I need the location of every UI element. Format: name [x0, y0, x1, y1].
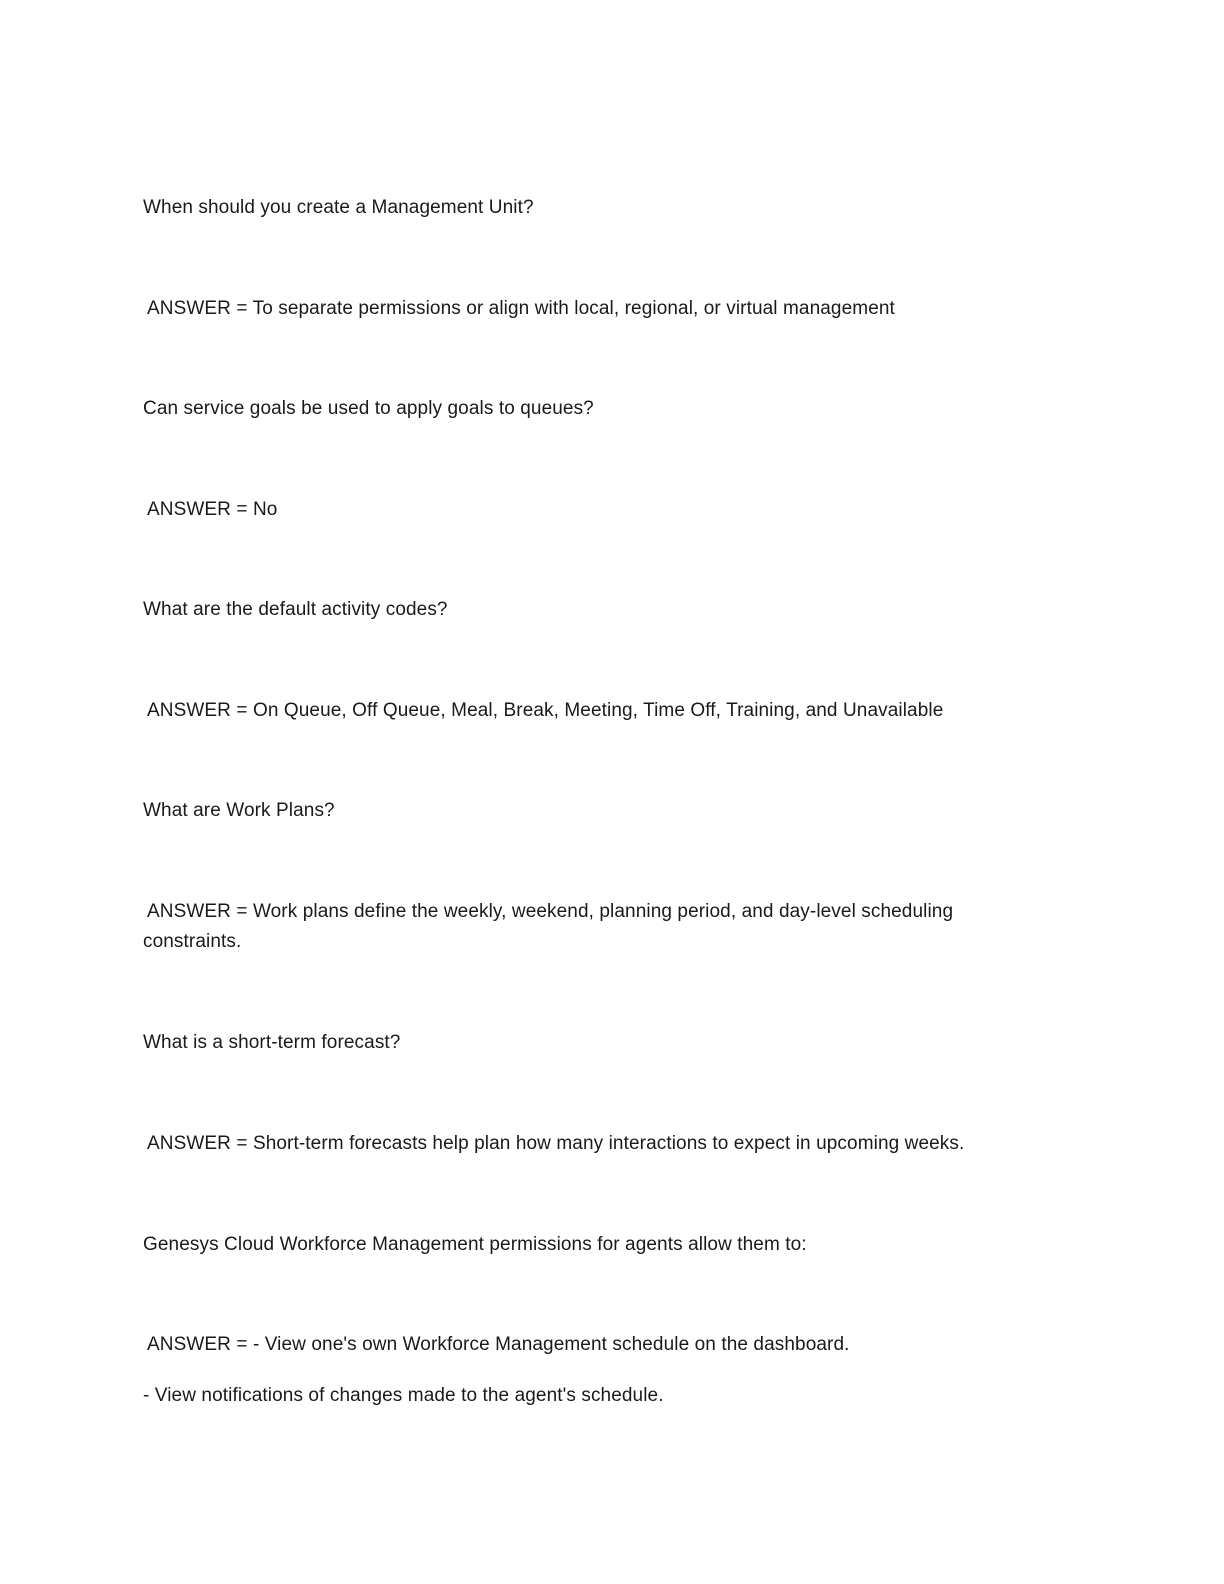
answer-4-continued: constraints. — [143, 931, 242, 952]
question-3: What are the default activity codes? — [143, 599, 448, 620]
answer-5: ANSWER = Short-term forecasts help plan how many interactions to expect in upcoming weeks. — [147, 1133, 965, 1154]
answer-6: ANSWER = - View one's own Workforce Management schedule on the dashboard. — [147, 1334, 850, 1355]
question-5: What is a short-term forecast? — [143, 1032, 401, 1053]
answer-1: ANSWER = To separate permissions or align with local, regional, or virtual management — [147, 298, 895, 319]
question-6: Genesys Cloud Workforce Management permissions for agents allow them to: — [143, 1234, 807, 1255]
question-1: When should you create a Management Unit? — [143, 197, 534, 218]
answer-6-continued: - View notifications of changes made to the agent's schedule. — [143, 1385, 664, 1406]
question-4: What are Work Plans? — [143, 800, 335, 821]
answer-3: ANSWER = On Queue, Off Queue, Meal, Break, Meeting, Time Off, Training, and Unavailable — [147, 700, 944, 721]
answer-2: ANSWER = No — [147, 499, 278, 520]
question-2: Can service goals be used to apply goals to queues? — [143, 398, 594, 419]
answer-4: ANSWER = Work plans define the weekly, weekend, planning period, and day-level scheduling — [147, 901, 954, 922]
